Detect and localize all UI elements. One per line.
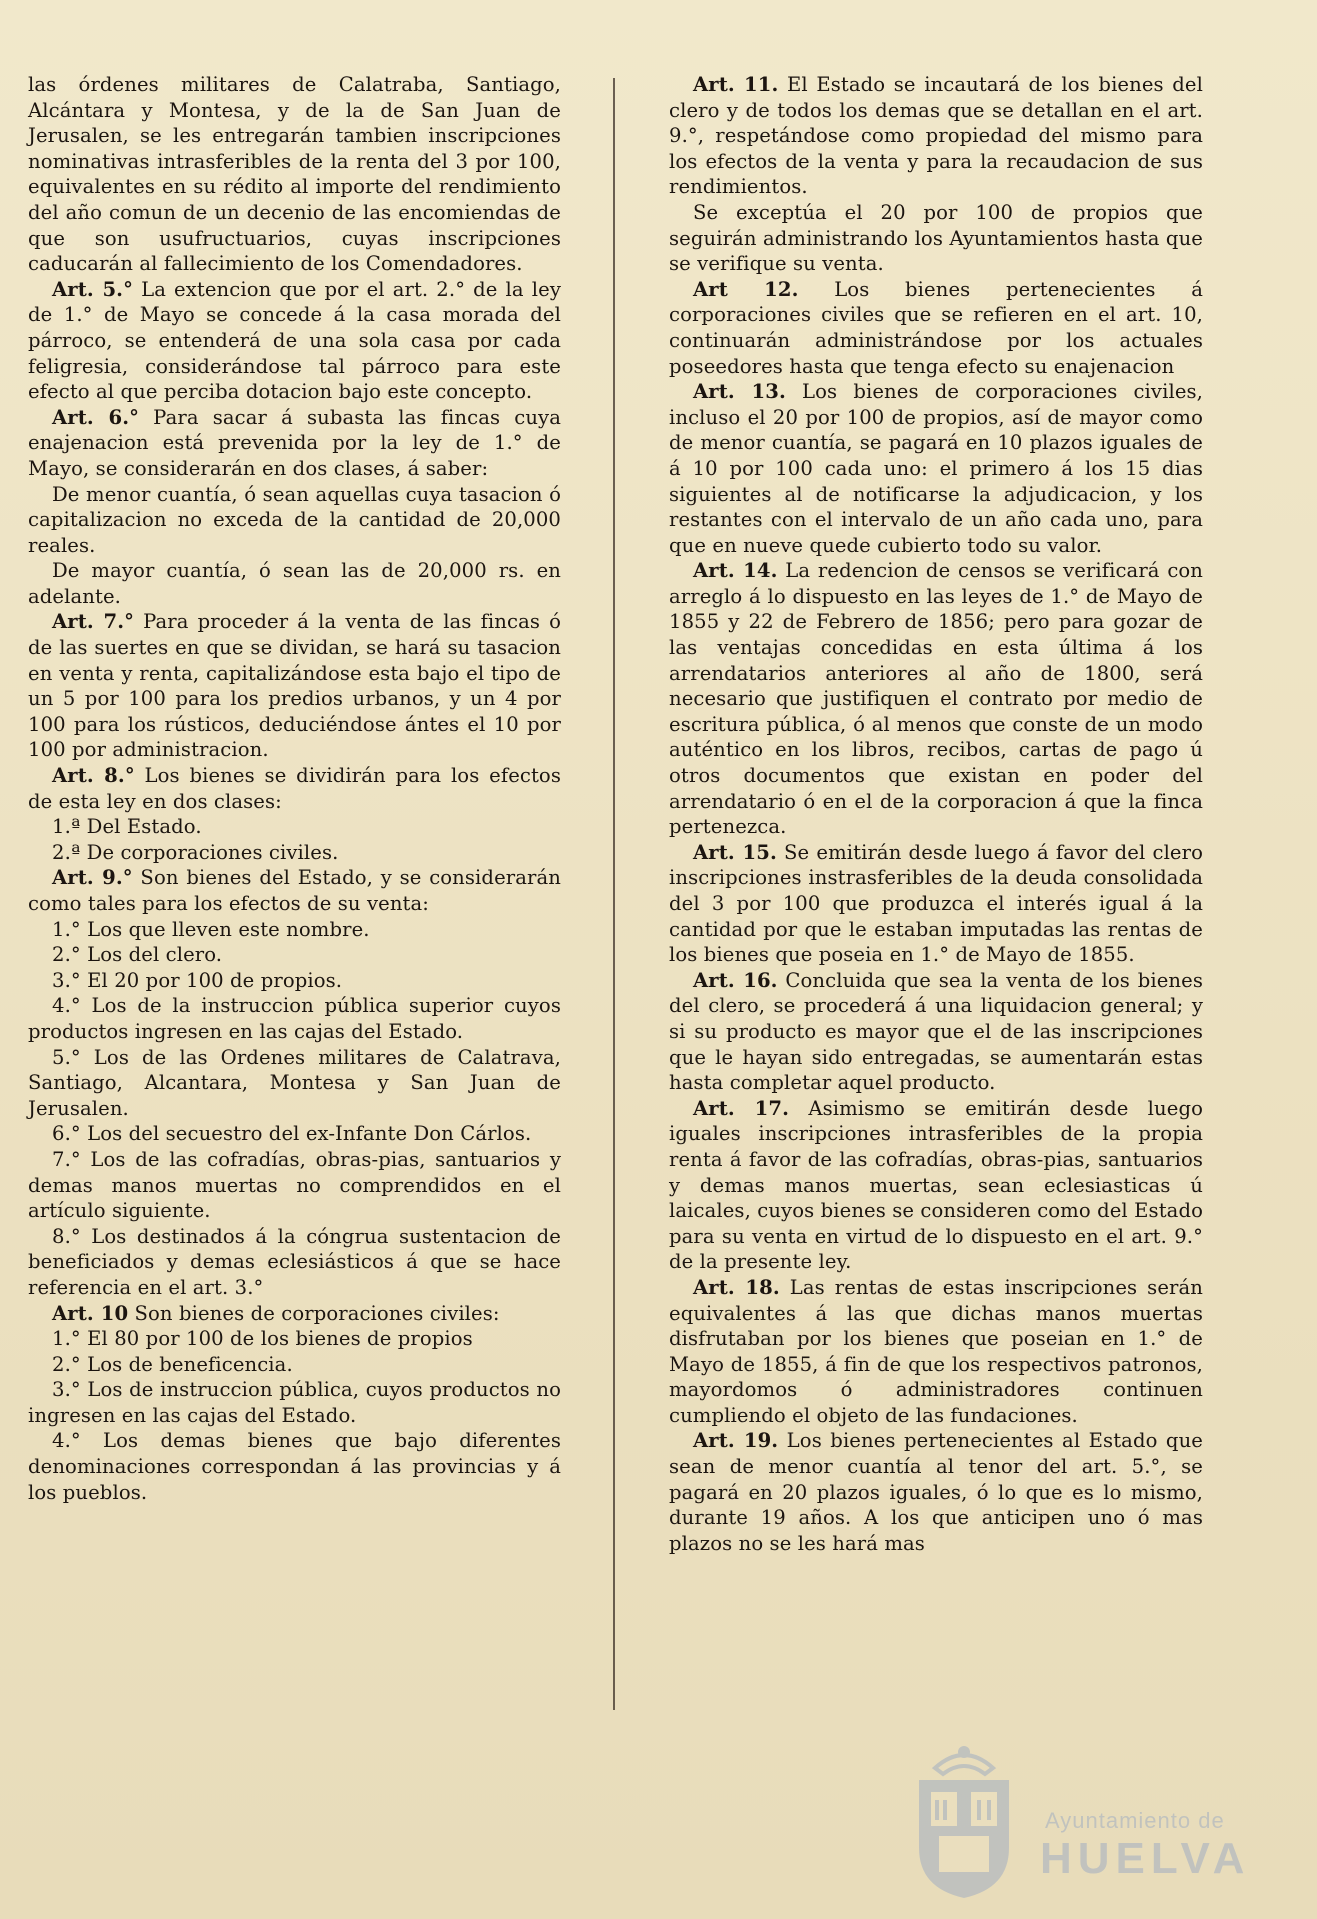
article-number: Art. 14. — [693, 559, 778, 583]
article-paragraph — [669, 72, 1203, 200]
paragraph-text: Los bienes se dividirán para los efectos de esta ley en dos clases: — [28, 764, 561, 813]
paragraph — [28, 72, 561, 277]
article-paragraph — [669, 1096, 1203, 1275]
article-number: Art. 13. — [693, 380, 786, 404]
article-number: Art. 7.° — [52, 610, 135, 634]
article-paragraph — [28, 277, 561, 405]
paragraph-text: Son bienes del Estado, y se considerarán como tales para los efectos de su venta: — [28, 866, 561, 915]
article-paragraph — [28, 609, 561, 763]
paragraph-text: las órdenes militares de Calatraba, Santiago, Alcántara y Montesa, y de la de San Juan de Jerusalen, se les entregarán tambien inscripciones nominativas intrasferibles de la renta del 3 por 100, equivalentes en su rédito al importe del rendimiento del año comun de un decenio de las encomiendas de que son usufructuarios, cuyas inscripciones caducarán al fallecimiento de los Comendadores. — [28, 73, 561, 276]
paragraph — [28, 1326, 561, 1352]
paragraph-text: Para sacar á subasta las fincas cuya enajenacion está prevenida por la ley de 1.° de Mayo, se considerarán en dos clases, á saber: — [28, 405, 561, 480]
paragraph-text: De mayor cuantía, ó sean las de 20,000 rs. en adelante. — [28, 559, 561, 608]
paragraph — [28, 1045, 561, 1122]
article-number: Art. 17. — [693, 1096, 790, 1120]
article-paragraph — [669, 277, 1203, 379]
paragraph-text: 7.° Los de las cofradías, obras-pias, santuarios y demas manos muertas no comprendidos en el artículo siguiente. — [28, 1147, 561, 1223]
article-number: Art. 11. — [693, 73, 779, 96]
paragraph-text: Las rentas de estas inscripciones serán equivalentes á las que dichas manos muertas disfrutaban por los bienes que poseian en 1.° de Mayo de 1855, á fin de que los respectivos patronos, mayordomos ó administradores continuen cumpliendo el objeto de las fundaciones. — [669, 1275, 1203, 1427]
article-paragraph — [28, 865, 561, 916]
right-column — [669, 72, 1203, 1556]
paragraph-text: Son bienes de corporaciones civiles: — [128, 1301, 500, 1325]
article-number: Art 12. — [693, 277, 799, 301]
left-column — [28, 72, 561, 1505]
watermark-line1: Ayuntamiento de — [1045, 1808, 1225, 1833]
paragraph — [669, 200, 1203, 277]
paragraph-text: Se exceptúa el 20 por 100 de propios que seguirán administrando los Ayuntamientos hasta que se verifique su venta. — [669, 200, 1203, 276]
paragraph-text: Se emitirán desde luego á favor del clero inscripciones instrasferibles de la deuda consolidada del 3 por 100 que produzca el interés igual á la cantidad por que le estaban imputadas las rentas de los bienes que poseia en 1.° de Mayo de 1855. — [669, 840, 1203, 967]
article-number: Art. 18. — [693, 1275, 780, 1299]
paragraph-text: Los bienes pertenecientes al Estado que sean de menor cuantía al tenor del art. 5.°, se pagará en 20 plazos iguales, ó lo que es lo mismo, durante 19 años. A los que anticipen uno ó mas plazos no se les hará mas — [669, 1429, 1203, 1555]
paragraph-text: 8.° Los destinados á la cóngrua sustentacion de beneficiados y demas eclesiásticos á que se hace referencia en el art. 3.° — [28, 1224, 561, 1299]
article-paragraph — [669, 558, 1203, 840]
article-number: Art. 6.° — [52, 405, 140, 429]
paragraph-text: 4.° Los demas bienes que bajo diferentes denominaciones correspondan á las provincias y á los pueblos. — [28, 1429, 561, 1504]
article-paragraph — [669, 840, 1203, 968]
article-number: Art. 5.° — [52, 277, 134, 301]
paragraph — [28, 942, 561, 968]
paragraph — [28, 840, 561, 866]
paragraph — [28, 482, 561, 559]
paragraph — [28, 1147, 561, 1224]
paragraph — [28, 1352, 561, 1378]
paragraph-text: Asimismo se emitirán desde luego iguales inscripciones intrasferibles de la propia renta á favor de las cofradías, obras-pias, santuarios y demas manos muertas, sean eclesiasticas ú laicales, cuyos bienes se consideren como del Estado para su venta en virtud de lo dispuesto en el art. 9.° de la presente ley. — [669, 1096, 1204, 1274]
paragraph-text: Para proceder á la venta de las fincas ó de las suertes en que se dividan, se hará su tasacion en venta y renta, capitalizándose esta bajo el tipo de un 5 por 100 para los predios urbanos, y un 4 por 100 para los rústicos, deduciéndose ántes el 10 por 100 por administracion. — [28, 610, 561, 762]
paragraph — [28, 1428, 561, 1505]
article-number: Art. 16. — [693, 968, 778, 992]
paragraph-text: 1.° Los que lleven este nombre. — [52, 917, 370, 941]
paragraph — [28, 558, 561, 609]
article-paragraph — [28, 763, 561, 814]
article-paragraph — [669, 1428, 1203, 1556]
article-number: Art. 10 — [52, 1301, 129, 1325]
paragraph-text: La extencion que por el art. 2.° de la ley de 1.° de Mayo se concede á la casa morada del párroco, se entenderá de una sola casa por cada feligresia, considerándose tal párroco para este efecto al que perciba dotacion bajo este concepto. — [28, 277, 561, 404]
paragraph-text: 2.° Los de beneficencia. — [52, 1352, 293, 1376]
paragraph-text: La redencion de censos se verificará con arreglo á lo dispuesto en las leyes de 1.° de Mayo de 1855 y 22 de Febrero de 1856; pero para gozar de las ventajas concedidas en esta última á los arrendatarios anteriores al año de 1800, será necesario que justifiquen el contrato por medio de escritura pública, ó al menos que conste de un modo auténtico en los libros, recibos, cartas de pago ú otros documentos que existan en poder del arrendatario ó en el de la corporacion á que la finca pertenezca. — [669, 559, 1204, 839]
paragraph — [28, 1377, 561, 1428]
article-number: Art. 19. — [693, 1429, 779, 1453]
paragraph-text: El Estado se incautará de los bienes del clero y de todos los demas que se detallan en el art. 9.°, respetándose como propiedad del mismo para los efectos de la venta y para la recaudacion de sus rendimientos. — [669, 73, 1203, 199]
paragraph-text: Concluida que sea la venta de los bienes del clero, se procederá á una liquidacion general; y si su producto es mayor que el de las inscripciones que le hayan sido entregadas, se aumentarán estas hasta completar aquel producto. — [669, 968, 1204, 1095]
watermark — [905, 1740, 1251, 1900]
paragraph-text: 4.° Los de la instruccion pública superior cuyos productos ingresen en las cajas del Estado. — [28, 994, 561, 1043]
article-number: Art. 15. — [693, 840, 777, 864]
paragraph-text: Los bienes de corporaciones civiles, incluso el 20 por 100 de propios, así de mayor como de menor cuantía, se pagará en 10 plazos iguales de á 10 por 100 cada uno: el primero á los 15 dias siguientes al de notificarse la adjudicacion, y los restantes con el intervalo de un año cada uno, para que en nueve quede cubierto todo su valor. — [669, 380, 1204, 557]
paragraph-text: 6.° Los del secuestro del ex-Infante Don Cárlos. — [52, 1122, 532, 1146]
paragraph-text: 5.° Los de las Ordenes militares de Calatrava, Santiago, Alcantara, Montesa y San Juan de Jerusalen. — [28, 1045, 561, 1120]
paragraph-text: 1.ª Del Estado. — [52, 815, 202, 839]
article-paragraph — [669, 1275, 1203, 1429]
article-paragraph — [28, 405, 561, 482]
paragraph — [28, 993, 561, 1044]
paragraph — [28, 917, 561, 943]
column-divider — [613, 78, 615, 1710]
article-number: Art. 8.° — [52, 764, 135, 788]
paragraph-text: 3.° Los de instruccion pública, cuyos productos no ingresen en las cajas del Estado. — [28, 1378, 561, 1427]
article-paragraph — [669, 379, 1203, 558]
paragraph — [28, 814, 561, 840]
paragraph-text: De menor cuantía, ó sean aquellas cuya tasacion ó capitalizacion no exceda de la cantidad de 20,000 reales. — [28, 482, 561, 557]
paragraph-text: 1.° El 80 por 100 de los bienes de propios — [52, 1327, 473, 1351]
paragraph-text: 2.° Los del clero. — [52, 943, 223, 967]
watermark-line2: HUELVA — [1040, 1834, 1251, 1883]
paragraph-text: 2.ª De corporaciones civiles. — [52, 840, 339, 864]
paragraph-text: Los bienes pertenecientes á corporaciones civiles que se refieren en el art. 10, continuarán administrándose por los actuales poseedores hasta que tenga efecto su enajenacion — [669, 277, 1203, 378]
article-number: Art. 9.° — [52, 866, 133, 890]
article-paragraph — [28, 1301, 561, 1327]
paragraph — [28, 968, 561, 994]
paragraph — [28, 1121, 561, 1147]
paragraph — [28, 1224, 561, 1301]
coat-of-arms-icon — [905, 1740, 1023, 1900]
article-paragraph — [669, 968, 1203, 1096]
paragraph-text: 3.° El 20 por 100 de propios. — [52, 968, 343, 992]
